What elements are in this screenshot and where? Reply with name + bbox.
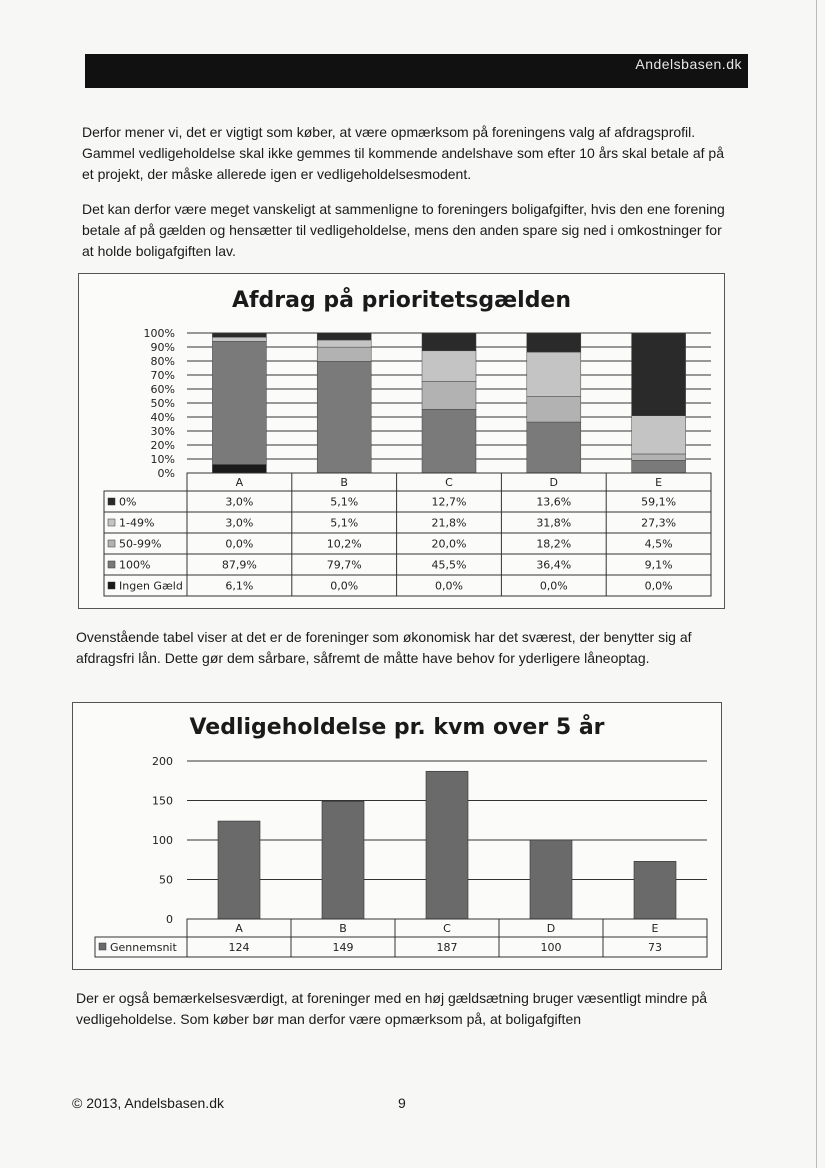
chart-vedligeholdelse-title: Vedligeholdelse pr. kvm over 5 år: [189, 715, 605, 740]
bar-segment: [212, 341, 266, 464]
data-label: 0,0%: [225, 537, 254, 551]
bar-segment: [527, 333, 581, 352]
y-tick-label: 20%: [150, 439, 175, 452]
data-label: 27,3%: [641, 516, 677, 530]
data-label: 13,6%: [536, 495, 572, 509]
data-label: 36,4%: [536, 558, 572, 572]
bar-segment: [632, 416, 686, 454]
legend-label: Ingen Gæld: [119, 579, 183, 593]
data-label: 149: [332, 941, 354, 954]
data-label: 9,1%: [644, 558, 673, 572]
paragraph-3: Ovenstående tabel viser at det er de foreninger som økonomisk har det sværest, der benytter sig af afdragsfri lån. Dette gør dem sårbare, såfremt de måtte have behov for yderligere låneoptag.: [76, 629, 692, 666]
legend-label: Gennemsnit: [110, 941, 177, 954]
data-label: 21,8%: [431, 516, 467, 530]
x-tick-label: B: [340, 476, 348, 489]
y-tick-label: 80%: [150, 355, 175, 368]
x-tick-label: A: [235, 922, 243, 935]
legend-label: 0%: [119, 495, 137, 509]
x-tick-label: E: [651, 922, 659, 935]
x-tick-label: E: [655, 476, 663, 489]
bar-segment: [527, 422, 581, 473]
bar-segment: [632, 460, 686, 473]
bar-segment: [527, 397, 581, 422]
bar-segment: [317, 333, 371, 340]
chart-afdrag-svg: [79, 274, 724, 608]
legend-label: 100%: [119, 558, 151, 572]
legend-swatch: [108, 582, 115, 589]
data-label: 0,0%: [435, 579, 463, 593]
data-label: 18,2%: [536, 537, 572, 551]
x-tick-label: A: [235, 476, 244, 489]
header-bar: [85, 54, 748, 88]
data-label: 3,0%: [225, 516, 254, 530]
data-label: 3,0%: [225, 495, 254, 509]
y-tick-label: 50: [159, 873, 173, 887]
legend-swatch: [108, 561, 115, 568]
bar-segment: [317, 361, 371, 473]
y-tick-label: 0: [166, 913, 173, 926]
data-label: 0,0%: [539, 579, 568, 593]
bar: [634, 861, 676, 919]
data-label: 5,1%: [330, 495, 359, 509]
paragraph-2: Det kan derfor være meget vanskeligt at sammenligne to foreningers boligafgifter, hvis den ene forening betale af på gælden og hensætter til vedligeholdelse, mens den anden spare sig ned i omkostninger for at holde boligafgiften lav.: [82, 201, 725, 259]
legend-swatch: [108, 540, 115, 547]
data-label: 187: [436, 941, 458, 954]
paragraph-1: Derfor mener vi, det er vigtigt som køber, at være opmærksom på foreningens valg af afdragsprofil. Gammel vedligeholdelse skal ikke gemmes til kommende andelshave som efter 10 års skal betale af på et projekt, der måske allerede igen er vedligeholdelsesmodent.: [82, 124, 724, 182]
data-label: 87,9%: [221, 558, 257, 572]
chart-afdrag: [78, 273, 725, 609]
data-label: 59,1%: [641, 495, 677, 509]
bar-segment: [632, 333, 686, 416]
x-tick-label: C: [445, 476, 453, 489]
data-label: 79,7%: [326, 558, 362, 572]
y-tick-label: 100%: [143, 327, 175, 340]
bar-segment: [212, 337, 266, 341]
legend-swatch: [99, 943, 106, 950]
bar-segment: [632, 454, 686, 460]
data-label: 20,0%: [431, 537, 467, 551]
data-label: 100: [540, 941, 562, 954]
y-tick-label: 100: [152, 834, 173, 847]
y-tick-label: 0%: [157, 467, 175, 480]
bar-segment: [212, 464, 266, 473]
data-label: 0,0%: [644, 579, 673, 593]
y-tick-label: 40%: [150, 411, 175, 424]
bar: [426, 771, 468, 919]
chart-afdrag-title: Afdrag på prioritetsgælden: [231, 288, 572, 313]
page-edge-line: [816, 0, 817, 1168]
brand-label: Andelsbasen.dk: [635, 56, 742, 72]
data-label: 124: [228, 941, 250, 954]
legend-label: 50-99%: [119, 537, 162, 551]
bar-segment: [422, 381, 476, 409]
bar-segment: [422, 351, 476, 382]
y-tick-label: 90%: [150, 341, 175, 354]
data-label: 0,0%: [330, 579, 359, 593]
data-label: 73: [648, 941, 662, 954]
data-label: 45,5%: [431, 558, 467, 572]
bar-segment: [212, 333, 266, 337]
bar-segment: [422, 333, 476, 351]
bar-segment: [317, 347, 371, 361]
y-tick-label: 70%: [150, 369, 175, 382]
bar-segment: [422, 409, 476, 473]
bar: [218, 821, 260, 919]
data-label: 6,1%: [225, 579, 254, 593]
chart-vedligeholdelse-svg: [73, 703, 721, 969]
chart-vedligeholdelse: [72, 702, 722, 970]
x-tick-label: D: [546, 922, 556, 935]
legend-swatch: [108, 498, 115, 505]
data-label: 10,2%: [326, 537, 362, 551]
x-tick-label: C: [443, 922, 451, 935]
table-body-box: [104, 491, 711, 596]
bar: [530, 840, 572, 919]
footer-copyright: © 2013, Andelsbasen.dk: [72, 1095, 224, 1111]
y-tick-label: 200: [152, 755, 173, 768]
data-label: 4,5%: [644, 537, 673, 551]
data-label: 5,1%: [330, 516, 359, 530]
x-tick-label: B: [339, 922, 347, 935]
y-tick-label: 50%: [150, 397, 175, 410]
data-label: 12,7%: [431, 495, 467, 509]
data-label: 31,8%: [536, 516, 572, 530]
footer-page-number: 9: [398, 1095, 406, 1111]
y-tick-label: 10%: [150, 453, 175, 466]
paragraph-4: Der er også bemærkelsesværdigt, at foreninger med en høj gældsætning bruger væsentligt mindre på vedligeholdelse. Som køber bør man derfor være opmærksom på, at boligafgiften: [76, 990, 708, 1027]
y-tick-label: 60%: [150, 383, 175, 396]
y-tick-label: 150: [152, 794, 173, 808]
bar-segment: [317, 340, 371, 347]
bar: [322, 801, 364, 919]
bar-segment: [527, 352, 581, 397]
x-tick-label: D: [549, 476, 559, 489]
legend-swatch: [108, 519, 115, 526]
y-tick-label: 30%: [150, 425, 175, 438]
legend-label: 1-49%: [119, 516, 155, 530]
